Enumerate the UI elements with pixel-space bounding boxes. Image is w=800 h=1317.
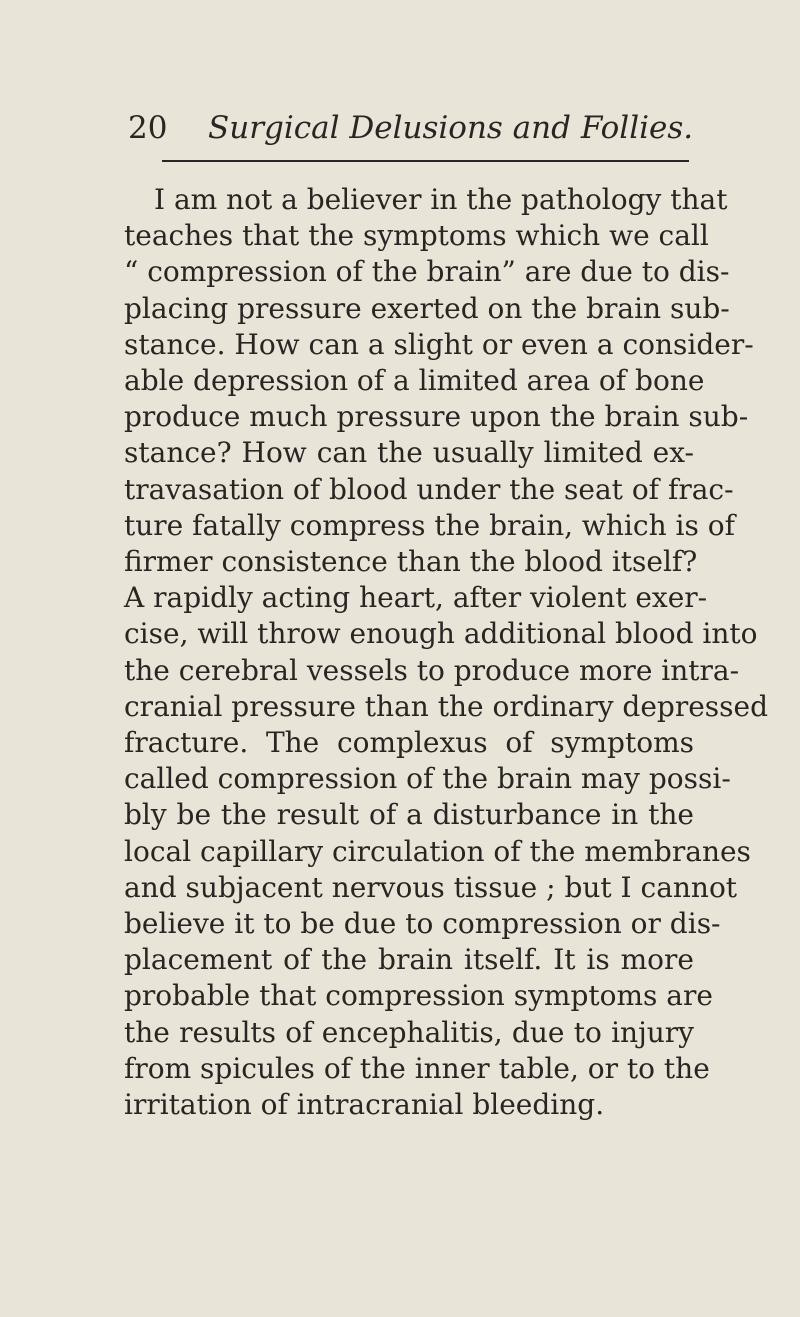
header-rule [162,160,689,162]
text-line: A rapidly acting heart, after violent exer- [124,581,708,615]
text-line: and subjacent nervous tissue ; but I cannot [124,870,738,904]
body-paragraph [124,182,769,1123]
text-line: travasation of blood under the seat of frac- [124,472,734,506]
text-line: from spicules of the inner table, or to the [124,1051,710,1085]
text-line: placing pressure exerted on the brain sub- [124,291,730,325]
text-line: called compression of the brain may possi- [124,762,731,796]
text-line: stance. How can a slight or even a consider- [124,327,754,361]
text-line: irritation of intracranial bleeding. [124,1088,605,1122]
text-line: probable that compression symptoms are [124,979,713,1013]
text-line: fracture. The complexus of symptoms [124,726,694,760]
text-line: the results of encephalitis, due to injury [124,1015,694,1049]
text-line: ture fatally compress the brain, which is of [124,508,735,542]
text-line: local capillary circulation of the membranes [124,834,751,868]
page-number: 20 [128,110,168,146]
text-line: believe it to be due to compression or dis- [124,907,721,941]
text-line: produce much pressure upon the brain sub- [124,400,749,434]
text-line: cise, will throw enough additional blood into [124,617,758,651]
running-title: Surgical Delusions and Follies. [208,110,694,146]
text-line: firmer consistence than the blood itself? [124,545,698,579]
text-line: “ compression of the brain” are due to dis- [124,255,730,289]
text-line: stance? How can the usually limited ex- [124,436,694,470]
text-line: the cerebral vessels to produce more intra- [124,653,740,687]
text-line: I am not a believer in the pathology that [154,183,728,216]
text-line: cranial pressure than the ordinary depressed [124,689,769,723]
text-line: teaches that the symptoms which we call [124,219,709,253]
page-header [128,106,694,150]
text-line: placement of the brain itself. It is more [124,943,694,977]
text-line: bly be the result of a disturbance in the [124,798,694,832]
text-line: able depression of a limited area of bone [124,364,705,398]
